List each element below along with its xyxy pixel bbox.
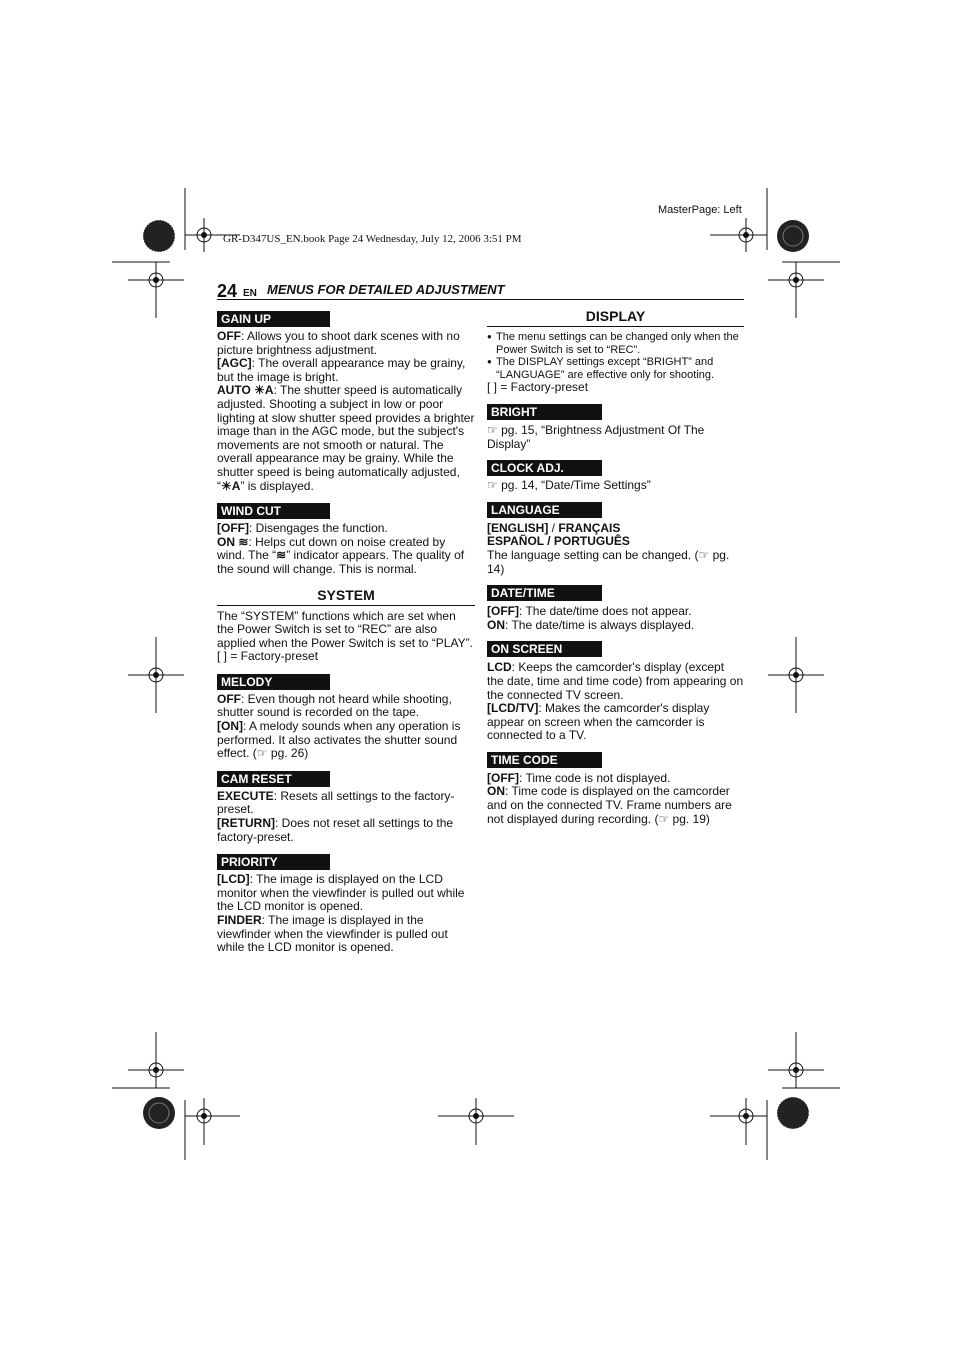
- heading-bright: BRIGHT: [487, 404, 602, 420]
- system-intro: The “SYSTEM” functions which are set when the Power Switch is set to “REC” are also applied when the Power Switch is set to “PLAY”.: [217, 608, 473, 650]
- language-options-2: ESPAÑOL / PORTUGUÊS: [487, 534, 630, 549]
- on-screen-lcd: LCD: Keeps the camcorder's display (except the date, time and time code) from appearing on the connected TV screen.: [487, 660, 744, 702]
- cam-reset-execute: EXECUTE: Resets all settings to the factory-preset.: [217, 788, 455, 817]
- gain-up-off: OFF: Allows you to shoot dark scenes with no picture brightness adjustment.: [217, 329, 460, 357]
- time-code-on: ON: Time code is displayed on the camcorder and on the connected TV. Frame numbers are not displayed during recording. (☞ pg. 19): [487, 784, 732, 826]
- wind-cut-on: ON ≋: Helps cut down on noise created by wind. The “≋” indicator appears. The quality of the sound will change. This is normal.: [217, 534, 465, 576]
- melody-off: OFF: Even though not heard while shooting, shutter sound is recorded on the tape.: [217, 691, 452, 720]
- display-bullet-2: ● The DISPLAY settings except “BRIGHT” and “LANGUAGE” are effective only for shooting.: [487, 356, 744, 381]
- page-number: 24: [217, 281, 238, 301]
- wind-icon: ≋: [276, 548, 287, 563]
- page-title: MENUS FOR DETAILED ADJUSTMENT: [267, 282, 505, 297]
- heading-time-code: TIME CODE: [487, 752, 602, 768]
- auto-gain-icon: ☀A: [254, 383, 274, 398]
- system-preset: [ ] = Factory-preset: [217, 649, 319, 664]
- page-ref: ☞ pg. 19): [658, 811, 710, 826]
- language-text: The language setting can be changed. (☞ pg. 14): [487, 547, 730, 576]
- book-info: GR-D347US_EN.book Page 24 Wednesday, July 12, 2006 3:51 PM: [223, 233, 522, 245]
- heading-gain-up: GAIN UP: [217, 311, 330, 327]
- heading-clock-adj: CLOCK ADJ.: [487, 460, 602, 476]
- priority-lcd: [LCD]: The image is displayed on the LCD monitor when the viewfinder is pulled out while the LCD monitor is opened.: [217, 872, 465, 914]
- date-time-on: ON: The date/time is always displayed.: [487, 617, 695, 632]
- heading-language: LANGUAGE: [487, 502, 602, 518]
- cam-reset-return: [RETURN]: Does not reset all settings to the factory-preset.: [217, 816, 454, 844]
- heading-display: DISPLAY: [487, 306, 744, 327]
- date-time-off: [OFF]: The date/time does not appear.: [487, 604, 692, 619]
- display-bullet-1: ● The menu settings can be changed only when the Power Switch is set to “REC”.: [487, 331, 744, 356]
- melody-on: [ON]: A melody sounds when any operation is performed. It also activates the shutter sound effect. (☞ pg. 26): [217, 719, 461, 761]
- wind-icon: ≋: [238, 534, 249, 549]
- heading-melody: MELODY: [217, 674, 330, 690]
- language-options: [ENGLISH] / FRANÇAIS: [487, 520, 621, 535]
- heading-system: SYSTEM: [217, 585, 475, 606]
- page-ref: ☞ pg. 14): [487, 547, 730, 576]
- time-code-off: [OFF]: Time code is not displayed.: [487, 770, 671, 785]
- on-screen-lcd-tv: [LCD/TV]: Makes the camcorder's display appear on screen when the camcorder is connected to a TV.: [487, 701, 710, 743]
- heading-date-time: DATE/TIME: [487, 585, 602, 601]
- heading-on-screen: ON SCREEN: [487, 641, 602, 657]
- page-header: [217, 280, 744, 300]
- heading-wind-cut: WIND CUT: [217, 503, 330, 519]
- left-column: [217, 311, 475, 955]
- auto-gain-icon: ☀A: [221, 478, 241, 493]
- page-ref: ☞ pg. 26): [256, 746, 309, 761]
- page-lang: EN: [243, 288, 257, 299]
- priority-finder: FINDER: The image is displayed in the viewfinder when the viewfinder is pulled out while the LCD monitor is opened.: [217, 913, 448, 955]
- clock-ref: ☞ pg. 14, “Date/Time Settings”: [487, 478, 651, 493]
- masterpage-label: MasterPage: Left: [658, 204, 742, 216]
- bright-ref: ☞ pg. 15, “Brightness Adjustment Of The Display”: [487, 422, 705, 451]
- display-preset: [ ] = Factory-preset: [487, 380, 589, 395]
- gain-up-auto: AUTO ☀A: The shutter speed is automatically adjusted. Shooting a subject in low or poor lighting at slow shutter speed provides a brighter image than in the AGC mode, but the subject's movements are not smooth or natural. The overall appearance may be grainy. While the shutter speed is being automatically adjusted, “☀A” is displayed.: [217, 383, 475, 493]
- heading-priority: PRIORITY: [217, 854, 330, 870]
- wind-cut-off: [OFF]: Disengages the function.: [217, 521, 388, 536]
- heading-cam-reset: CAM RESET: [217, 771, 330, 787]
- right-column: [487, 306, 744, 826]
- gain-up-agc: [AGC]: The overall appearance may be grainy, but the image is bright.: [217, 356, 466, 384]
